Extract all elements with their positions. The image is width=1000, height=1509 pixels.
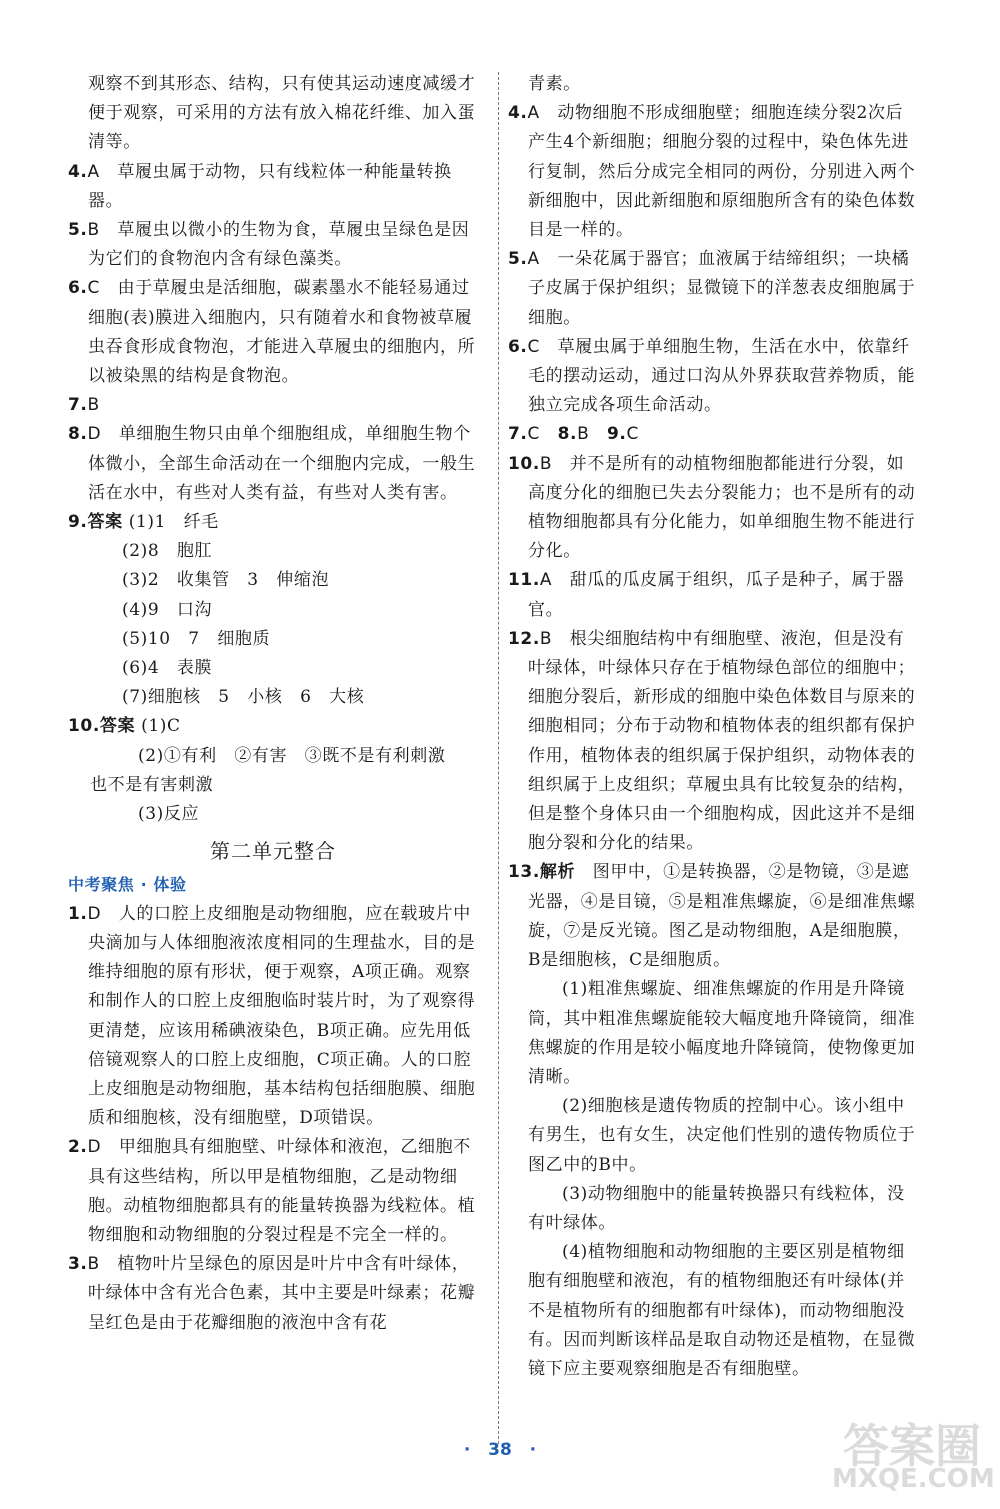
column-divider xyxy=(498,72,499,1444)
section-label: 中考聚焦 · 体验 xyxy=(68,875,187,895)
answer-item: 6.C 由于草履虫是活细胞，碳素墨水不能轻易通过细胞(表)膜进入细胞内，只有随着水和食物被草履虫吞食形成食物泡，才能进入草履虫的细胞内，所以被染黑的结构是食物泡。 xyxy=(68,278,476,387)
unit-title: 第二单元整合 xyxy=(210,839,336,864)
answer-item: 5.A 一朵花属于器官；血液属于结缔组织；一块橘子皮属于保护组织；显微镜下的洋葱表皮细胞属于细胞。 xyxy=(508,249,916,328)
answer-line: (2)8 胞肛 xyxy=(122,541,213,562)
answer-item-10: 10.答案 (1)C xyxy=(68,716,181,737)
answer-item: 4.A 草履虫属于动物，只有线粒体一种能量转换器。 xyxy=(68,161,452,211)
watermark-text: 答案圈 xyxy=(843,1419,981,1473)
answer-item: 11.A 甜瓜的瓜皮属于组织，瓜子是种子，属于器官。 xyxy=(508,570,905,620)
answer-line: (3)2 收集管 3 伸缩泡 xyxy=(122,570,330,591)
page-number: 38 xyxy=(488,1440,512,1460)
answer-line: (5)10 7 细胞质 xyxy=(122,628,271,649)
answer-item: 3.B 植物叶片呈绿色的原因是叶片中含有叶绿体，叶绿体中含有光合色素，其中主要是叶绿素；花瓣呈红色是由于花瓣细胞的液泡中含有花 xyxy=(68,1254,476,1333)
footer-dot: · xyxy=(463,1440,471,1460)
left-column xyxy=(68,70,478,1338)
answer-item: 4.A 动物细胞不形成细胞壁；细胞连续分裂2次后产生4个新细胞；细胞分裂的过程中，染色体先进行复制，然后分成完全相同的两份，分别进入两个新细胞中，因此新细胞和原细胞所含有的染色体数目是一样的。 xyxy=(508,103,916,241)
explanation-paragraph: (2)细胞核是遗传物质的控制中心。该小组中有男生，也有女生，决定他们性别的遗传物质位于图乙中的B中。 xyxy=(528,1096,916,1175)
answer-item: 8.D 单细胞生物只由单个细胞组成，单细胞生物个体微小，全部生命活动在一个细胞内完成，一般生活在水中，有些对人类有益，有些对人类有害。 xyxy=(68,424,476,503)
watermark-url: MXQE.COM xyxy=(832,1464,995,1494)
continued-text: 观察不到其形态、结构，只有使其运动速度减缓才便于观察，可采用的方法有放入棉花纤维、加入蛋清等。 xyxy=(88,74,476,153)
explanation-paragraph: (3)动物细胞中的能量转换器只有线粒体，没有叶绿体。 xyxy=(528,1183,905,1233)
right-column xyxy=(508,70,918,1384)
answer-line: (3)反应 xyxy=(138,804,200,825)
answer-items-7-9: 7.C 8.B 9.C xyxy=(508,424,639,445)
continued-text: 青素。 xyxy=(528,74,581,94)
watermark-logo xyxy=(832,1410,995,1502)
explanation-paragraph: (4)植物细胞和动物细胞的主要区别是植物细胞有细胞壁和液泡，有的植物细胞还有叶绿体(并不是植物所有的细胞都有叶绿体)，而动物细胞没有。因而判断该样品是取自动物还是植物，在显微镜下应主要观察细胞是否有细胞壁。 xyxy=(528,1242,916,1379)
answer-line: (2)①有利 ②有害 ③既不是有利刺激 xyxy=(138,745,446,766)
answer-item-9: 9.答案 (1)1 纤毛 xyxy=(68,512,219,533)
footer-dot: · xyxy=(529,1440,537,1460)
answer-item: 6.C 草履虫属于单细胞生物，生活在水中，依靠纤毛的摆动运动，通过口沟从外界获取营养物质，能独立完成各项生命活动。 xyxy=(508,336,916,416)
answer-line: (7)细胞核 5 小核 6 大核 xyxy=(122,687,365,708)
answer-item: 12.B 根尖细胞结构中有细胞壁、液泡，但是没有叶绿体，叶绿体只存在于植物绿色部位的细胞中；细胞分裂后，新形成的细胞中染色体数目与原来的细胞相同；分布于动物和植物体表的组织都有保护作用，植物体表的组织属于保护组织，动物体表的组织属于上皮组织；草履虫具有比较复杂的结构，但是整个身体只由一个细胞构成，因此这并不是细胞分裂和分化的结果。 xyxy=(508,628,916,854)
answer-line: (4)9 口沟 xyxy=(122,599,213,620)
explanation-paragraph: (1)粗准焦螺旋、细准焦螺旋的作用是升降镜筒，其中粗准焦螺旋能较大幅度地升降镜筒，细准焦螺旋的作用是较小幅度地升降镜筒，使物像更加清晰。 xyxy=(528,979,916,1087)
answer-item-13: 13.解析 图甲中，①是转换器，②是物镜，③是遮光器，④是目镜，⑤是粗准焦螺旋，⑥是细准焦螺旋，⑦是反光镜。图乙是动物细胞，A是细胞膜，B是细胞核，C是细胞质。 xyxy=(508,862,916,971)
answer-line: 也不是有害刺激 xyxy=(90,774,214,795)
answer-line: (6)4 表膜 xyxy=(122,658,213,679)
answer-item: 2.D 甲细胞具有细胞壁、叶绿体和液泡，乙细胞不具有这些结构，所以甲是植物细胞，乙是动物细胞。动植物细胞都具有的能量转换器为线粒体。植物细胞和动物细胞的分裂过程是不完全一样的。 xyxy=(68,1137,476,1245)
answer-item: 5.B 草履虫以微小的生物为食，草履虫呈绿色是因为它们的食物泡内含有绿色藻类。 xyxy=(68,220,470,270)
answer-item: 1.D 人的口腔上皮细胞是动物细胞，应在载玻片中央滴加与人体细胞液浓度相同的生理盐水，目的是维持细胞的原有形状，便于观察，A项正确。观察和制作人的口腔上皮细胞临时装片时，为了观察得更清楚，应该用稀碘液染色，B项正确。应先用低倍镜观察人的口腔上皮细胞，C项正确。人的口腔上皮细胞是动物细胞，基本结构包括细胞膜、细胞质和细胞核，没有细胞壁，D项错误。 xyxy=(68,903,476,1129)
answer-item: 10.B 并不是所有的动植物细胞都能进行分裂，如高度分化的细胞已失去分裂能力；也不是所有的动植物细胞都具有分化能力，如单细胞生物不能进行分化。 xyxy=(508,453,916,562)
answer-item: 7.B xyxy=(68,395,100,416)
